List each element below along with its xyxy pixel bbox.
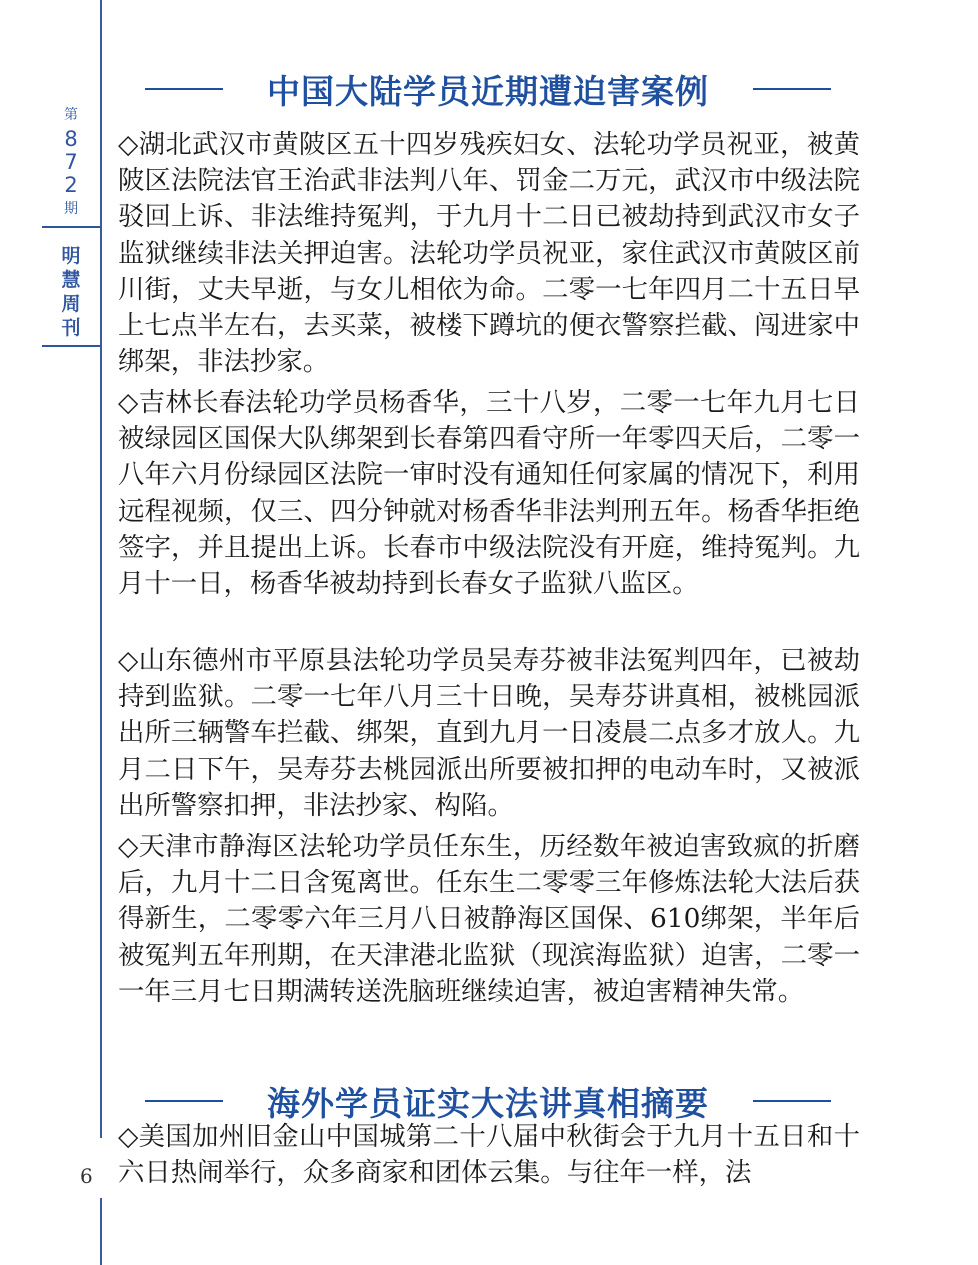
margin-line [100,0,102,1265]
case-paragraph: ◇山东德州市平原县法轮功学员吴寿芬被非法冤判四年，已被劫持到监狱。二零一七年八月三十日晚，吴寿芬讲真相，被桃园派出所三辆警车拦截、绑架，直到九月一日凌晨二点多才放人。九月二日下午，吴寿芬去桃园派出所要被扣押的电动车时，又被派出所警察扣押，非法抄家、构陷。 [118,645,860,821]
heading-rule-left [145,1100,223,1102]
issue-suffix: 期 [64,201,78,217]
issue-prefix: 第 [64,107,78,123]
magazine-name-char: 明 [61,245,81,267]
issue-digit: 8 [64,127,78,151]
case-paragraph: ◇天津市静海区法轮功学员任东生，历经数年被迫害致疯的折磨后，九月十二日含冤离世。任东生二零零三年修炼法轮大法后获得新生，二零零六年三月八日被静海区国保、610绑架，半年后被冤判五年刑期，在天津港北监狱（现滨海监狱）迫害，二零一一年三月七日期满转送洗脑班继续迫害，被迫害精神失常。 [118,831,860,1007]
section-title: 中国大陆学员近期遭迫害案例 [267,71,709,111]
section-heading [118,66,858,112]
magazine-name-char: 刊 [61,317,81,339]
magazine-name-char: 慧 [61,269,81,291]
magazine-name [42,244,100,340]
margin-line-gap [96,1138,106,1198]
magazine-name-char: 周 [61,293,81,315]
heading-rule-left [145,88,223,90]
summary-paragraph: ◇美国加州旧金山中国城第二十八届中秋街会于九月十五日和十六日热闹举行，众多商家和团体云集。与往年一样，法 [118,1121,860,1189]
case-paragraph: ◇吉林长春法轮功学员杨香华，三十八岁，二零一七年九月七日被绿园区国保大队绑架到长春第四看守所一年零四天后，二零一八年六月份绿园区法院一审时没有通知任何家属的情况下，利用远程视频，仅三、四分钟就对杨香华非法判刑五年。杨香华拒绝签字，并且提出上诉。长春市中级法院没有开庭，维持冤判。九月十一日，杨香华被劫持到长春女子监狱八监区。 [118,387,860,600]
sidebar-divider [42,345,100,347]
sidebar-divider [42,226,100,228]
heading-rule-right [753,1100,831,1102]
case-paragraph: ◇湖北武汉市黄陂区五十四岁残疾妇女、法轮功学员祝亚，被黄陂区法院法官王治武非法判八年、罚金二万元，武汉市中级法院驳回上诉、非法维持冤判，于九月十二日已被劫持到武汉市女子监狱继续非法关押迫害。法轮功学员祝亚，家住武汉市黄陂区前川街，丈夫早逝，与女儿相依为命。二零一七年四月二十五日早上七点半左右，去买菜，被楼下蹲坑的便衣警察拦截、闯进家中绑架，非法抄家。 [118,129,860,378]
issue-number [42,108,100,216]
page-number: 6 [80,1164,93,1188]
issue-digit: 7 [64,150,78,174]
section-heading [118,1078,858,1124]
heading-rule-right [753,88,831,90]
issue-digit: 2 [64,173,78,197]
section-title: 海外学员证实大法讲真相摘要 [267,1083,709,1123]
